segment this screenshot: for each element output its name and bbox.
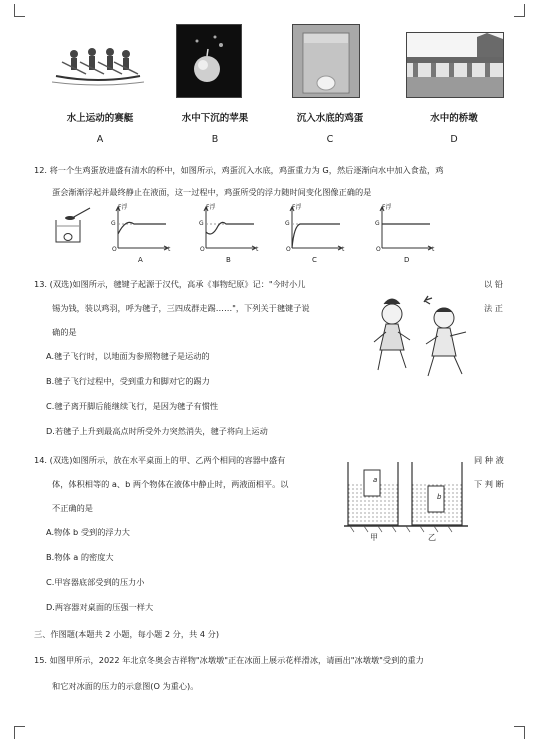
q12-graph-a-origin: O — [112, 246, 117, 253]
q14-line-1-right: 同 种 液 — [474, 455, 504, 465]
q14-label-jia: 甲 — [370, 533, 378, 542]
crop-mark-bottom-right — [514, 726, 525, 739]
picture-caption-b: 水中下沉的苹果 — [181, 113, 249, 124]
picture-letter-b: B — [211, 134, 219, 145]
q12-graph-a-axis-y: F浮 — [118, 204, 128, 211]
q13-line-1-left: 13. (双选)如图所示，毽键子起源于汉代，高承《事物纪原》记："今时小儿 — [34, 279, 306, 289]
q12-graph-b-axis-y: F浮 — [206, 204, 216, 211]
shuttlecock-kids-illustration — [370, 292, 480, 386]
q12-graph-c-g: G — [285, 220, 290, 227]
picture-letter-a: A — [96, 134, 104, 145]
picture-caption-a: 水上运动的赛艇 — [66, 113, 134, 124]
rowing-boat-photo — [52, 32, 144, 96]
q13-option-d: D.若毽子上升到最高点时所受外力突然消失，毽子将向上运动 — [46, 426, 268, 436]
picture-caption-c: 沉入水底的鸡蛋 — [296, 113, 364, 124]
q14-line-3: 不正确的是 — [52, 503, 93, 513]
picture-caption-d: 水中的桥墩 — [430, 113, 478, 124]
q12-graph-letter-d: D — [404, 256, 410, 264]
q12-graph-letter-c: C — [312, 256, 317, 264]
q12-graph-c-axis-y: F浮 — [292, 204, 302, 211]
q13-line-2-right: 法 正 — [484, 303, 503, 313]
q14-option-d: D.两容器对桌面的压强一样大 — [46, 602, 154, 612]
q13-option-c: C.毽子离开脚后能继续飞行，是因为毽子有惯性 — [46, 401, 219, 411]
crop-mark-bottom-left — [14, 726, 25, 739]
crop-mark-top-left — [14, 4, 25, 17]
crop-mark-top-right — [514, 4, 525, 17]
q14-label-yi: 乙 — [428, 533, 436, 542]
egg-in-water-photo — [292, 24, 360, 98]
q12-graph-letter-a: A — [138, 256, 143, 264]
section-3-title: 三、作图题(本题共 2 小题，每小题 2 分，共 4 分) — [34, 629, 220, 639]
q14-line-2-left: 体，体积相等的 a、b 两个物体在液体中静止时，两液面相平。以 — [52, 479, 289, 489]
picture-letter-c: C — [326, 134, 334, 145]
q12-line-2: 蛋会渐渐浮起并最终静止在液面，这一过程中，鸡蛋所受的浮力随时间变化图像正确的是 — [52, 187, 372, 197]
q12-graph-b-g: G — [199, 220, 204, 227]
bridge-pier-photo — [406, 32, 504, 98]
q12-graph-d-axis-x: t — [432, 246, 435, 253]
q13-option-b: B.毽子飞行过程中，受到重力和脚对它的踢力 — [46, 376, 210, 386]
q13-line-2-left: 锡为钱，装以鸡羽，呼为毽子，三四成群走踢……"，下列关于毽键子说 — [52, 303, 310, 313]
q12-graph-c-origin: O — [286, 246, 291, 253]
q15-line-1: 15. 如图甲所示，2022 年北京冬奥会吉祥物"冰墩墩"正在冰面上展示花样滑冰，请画出"冰墩墩"受到的重力 — [34, 655, 424, 665]
q12-graph-d-g: G — [375, 220, 380, 227]
q14-line-1-left: 14. (双选)如图所示，放在水平桌面上的甲、乙两个相同的容器中盛有 — [34, 455, 286, 465]
q12-graph-letter-b: B — [226, 256, 231, 264]
q14-line-2-right: 下 判 断 — [474, 479, 504, 489]
q14-label-b: b — [437, 493, 442, 501]
q14-containers-figure — [344, 460, 468, 540]
q14-label-a: a — [373, 476, 378, 484]
q12-graph-b-axis-x: t — [256, 246, 259, 253]
q13-line-1-right: 以 铅 — [484, 279, 503, 289]
q14-option-a: A.物体 b 受到的浮力大 — [46, 527, 130, 537]
q12-graph-a-g: G — [111, 220, 116, 227]
q12-cup-figure — [50, 206, 94, 250]
q13-option-a: A.毽子飞行时，以地面为参照物毽子是运动的 — [46, 351, 210, 361]
q12-graph-c-axis-x: t — [342, 246, 345, 253]
q12-graph-d-origin: O — [376, 246, 381, 253]
q12-graph-b-origin: O — [200, 246, 205, 253]
q15-line-2: 和它对冰面的压力的示意图(O 为重心)。 — [52, 681, 199, 691]
sinking-apple-photo — [176, 24, 242, 98]
q14-option-c: C.甲容器底部受到的压力小 — [46, 577, 145, 587]
q12-line-1: 12. 将一个生鸡蛋放进盛有清水的杯中，如图所示，鸡蛋沉入水底，鸡蛋重力为 G，然后逐渐向水中加入食盐，鸡 — [34, 165, 444, 175]
q14-option-b: B.物体 a 的密度大 — [46, 552, 114, 562]
picture-letter-d: D — [450, 134, 458, 145]
q12-graph-a-axis-x: t — [168, 246, 171, 253]
q12-graph-d-axis-y: F浮 — [382, 204, 392, 211]
q13-line-3: 确的是 — [52, 327, 77, 337]
